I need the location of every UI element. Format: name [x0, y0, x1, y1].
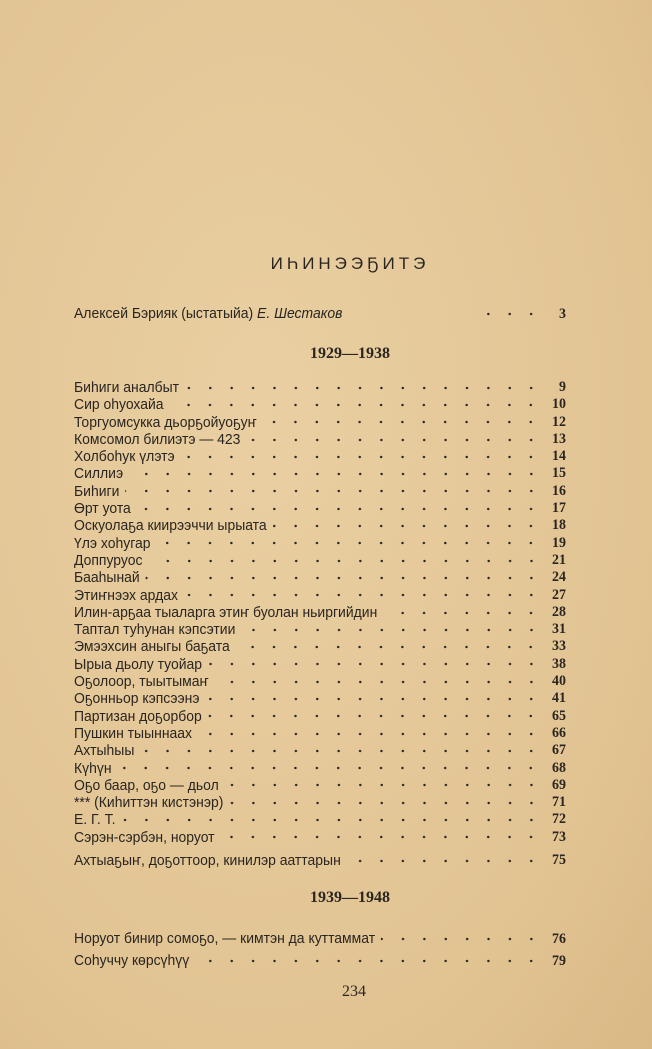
entry-title: Таптал туһунан кэпсэтии — [74, 621, 236, 639]
entry-title: Күһүн — [74, 759, 112, 777]
toc-entry — [74, 552, 566, 569]
dot-leader — [184, 593, 542, 597]
toc-entry — [74, 448, 566, 465]
entry-title: Оҕонньор кэпсээнэ — [74, 690, 200, 708]
dot-leader — [272, 524, 542, 528]
entry-page: 72 — [552, 811, 566, 828]
entry-author: Е. Шестаков — [257, 305, 343, 322]
entry-title: Этиҥнээх ардах — [74, 586, 178, 604]
toc-entry — [74, 304, 566, 324]
dot-leader — [125, 489, 542, 493]
toc-entry — [74, 950, 566, 972]
dot-leader — [208, 662, 542, 666]
toc-entry — [74, 638, 566, 655]
entry-title: Силлиэ — [74, 465, 124, 483]
entry-title: Илин-арҕаа тыаларга этиҥ буолан ньиргийдин — [74, 603, 378, 621]
entry-page: 68 — [552, 759, 566, 776]
toc-list — [74, 928, 566, 972]
toc-entry — [74, 396, 566, 413]
dot-leader — [169, 403, 542, 407]
entry-title: *** (Киһиттэн кистэнэр) — [74, 794, 224, 812]
dot-leader — [198, 732, 542, 736]
entry-title: Партизан доҕорбор — [74, 707, 202, 725]
section-heading: 1939—1948 — [310, 889, 390, 906]
entry-title: Алексей Бэрияк (ыстатыйа) — [74, 305, 254, 322]
dot-leader — [262, 420, 542, 424]
toc-entry — [74, 777, 566, 794]
entry-title: Бааһынай — [74, 569, 140, 587]
entry-title: Эмээхсин аныгы баҕата — [74, 638, 230, 656]
dot-leader — [140, 749, 542, 753]
toc-entry — [74, 690, 566, 707]
toc-entry — [74, 379, 566, 396]
dot-leader — [156, 541, 542, 545]
entry-page: 73 — [552, 828, 566, 845]
toc-entry — [74, 725, 566, 742]
entry-page: 24 — [552, 569, 566, 586]
dot-leader — [117, 766, 542, 770]
entry-page: 15 — [552, 465, 566, 482]
toc-entry — [74, 465, 566, 482]
dot-leader — [241, 628, 542, 632]
toc-entry — [74, 811, 566, 828]
entry-page: 10 — [552, 396, 566, 413]
toc-entry — [74, 760, 566, 777]
entry-page: 19 — [552, 534, 566, 551]
dot-leader — [145, 576, 541, 580]
entry-page: 66 — [552, 724, 566, 741]
entry-page: 13 — [552, 430, 566, 447]
entry-page: 41 — [552, 690, 566, 707]
intro-entry — [74, 304, 566, 324]
entry-page: 21 — [552, 551, 566, 568]
toc-entry — [74, 431, 566, 448]
entry-title: Ахтыһыы — [74, 742, 135, 760]
entry-title: Пушкин тыыннаах — [74, 724, 193, 742]
entry-title: Оҕо баар, оҕо — дьол — [74, 776, 219, 794]
dot-leader — [185, 386, 542, 390]
entry-page: 76 — [552, 931, 566, 947]
entry-title: Биһиги аналбыт — [74, 379, 180, 396]
entry-page: 40 — [552, 673, 566, 690]
section-heading: 1929—1938 — [310, 345, 390, 362]
toc-entry — [74, 708, 566, 725]
dot-leader — [235, 645, 541, 649]
entry-page: 33 — [552, 638, 566, 655]
toc-entry — [74, 500, 566, 517]
toc-entry — [74, 829, 566, 846]
entry-title: Үлэ хоһугар — [74, 534, 151, 552]
entry-page: 27 — [552, 586, 566, 603]
entry-page: 18 — [552, 517, 566, 534]
entry-title: Сир оһуохайа — [74, 396, 164, 414]
entry-title: Оскуолаҕа киирээччи ырыата — [74, 517, 267, 535]
entry-page: 38 — [552, 655, 566, 672]
toc-entry — [74, 852, 566, 869]
dot-leader — [148, 559, 542, 563]
entry-page: 12 — [552, 413, 566, 430]
toc-entry — [74, 587, 566, 604]
entry-title: Сэрэн-сэрбэн, норуот — [74, 828, 215, 846]
dot-leader — [136, 507, 541, 511]
entry-title: Норуот бинир сомоҕо, — кимтэн да куттаммат — [74, 930, 376, 947]
entry-page: 71 — [552, 794, 566, 811]
dot-leader — [195, 959, 542, 963]
entry-title: Торгуомсукка дьорҕойуоҕуҥ — [74, 413, 257, 431]
toc-entry — [74, 517, 566, 534]
entry-title: Соһуччу көрсүһүү — [74, 952, 190, 969]
dot-leader — [205, 697, 542, 701]
entry-page: 65 — [552, 707, 566, 724]
entry-page: 16 — [552, 482, 566, 499]
toc-entry — [74, 535, 566, 552]
entry-title: Биһиги — [74, 482, 120, 500]
contents-title: ИҺИНЭЭҔИТЭ — [270, 254, 430, 273]
toc-entry — [74, 656, 566, 673]
dot-leader — [383, 611, 542, 615]
toc-list — [74, 379, 566, 869]
dot-leader — [121, 818, 542, 822]
entry-title: Өрт уота — [74, 500, 131, 518]
dot-leader — [246, 438, 542, 442]
entry-title: Ахтыаҕыҥ, доҕоттоор, кинилэр ааттарын — [74, 852, 341, 870]
entry-page: 17 — [552, 500, 566, 517]
entry-page: 14 — [552, 448, 566, 465]
toc-entry — [74, 673, 566, 690]
entry-page: 31 — [552, 621, 566, 638]
toc-entry — [74, 569, 566, 586]
entry-page: 75 — [552, 852, 566, 869]
toc-entry — [74, 414, 566, 431]
dot-leader — [220, 835, 542, 839]
entry-title: Холбоһук үлэтэ — [74, 448, 175, 466]
entry-page: 9 — [558, 379, 566, 395]
dot-leader — [129, 472, 542, 476]
entry-title: Ырыа дьолу туойар — [74, 655, 203, 673]
entry-title: Комсомол билиэтэ — 423 — [74, 430, 241, 448]
entry-page: 69 — [552, 776, 566, 793]
entry-page: 67 — [552, 742, 566, 759]
entry-title: Доппуруос — [74, 551, 143, 569]
toc-entry — [74, 621, 566, 638]
entry-title: Оҕолоор, тыытымаҥ — [74, 673, 209, 691]
toc-entry — [74, 928, 566, 950]
toc-entry — [74, 604, 566, 621]
entry-page: 28 — [552, 603, 566, 620]
dot-leader — [224, 783, 541, 787]
dot-leader — [346, 859, 541, 863]
dot-leader — [180, 455, 542, 459]
dot-leader — [214, 680, 542, 684]
dot-leader — [484, 312, 542, 316]
toc-entry — [74, 794, 566, 811]
toc-entry — [74, 742, 566, 759]
entry-title: Е. Г. Т. — [74, 811, 116, 829]
dot-leader — [381, 937, 542, 941]
page-number: 234 — [342, 983, 366, 1000]
dot-leader — [207, 714, 541, 718]
toc-entry — [74, 483, 566, 500]
entry-page: 3 — [558, 306, 566, 322]
entry-page: 79 — [552, 953, 566, 969]
dot-leader — [229, 801, 542, 805]
